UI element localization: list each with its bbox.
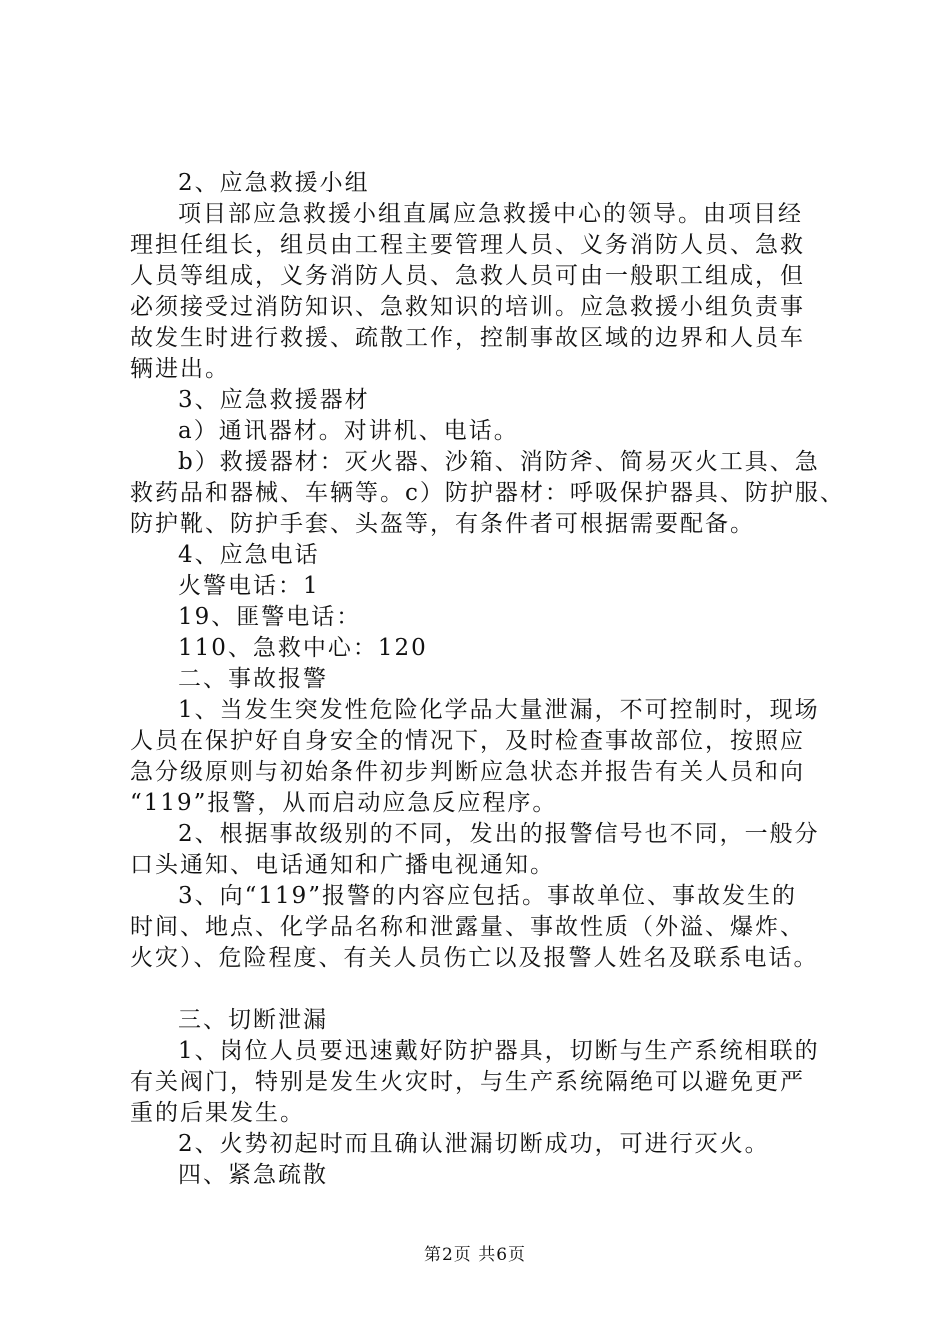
paragraph-line: 有关阀门，特别是发生火灾时，与生产系统隔绝可以避免更严	[130, 1069, 805, 1095]
paragraph-line: 故发生时进行救援、疏散工作，控制事故区域的边界和人员车	[130, 325, 805, 351]
paragraph-line: 急分级原则与初始条件初步判断应急状态并报告有关人员和向	[130, 759, 805, 785]
paragraph-line: 2、火势初起时而且确认泄漏切断成功，可进行灭火。	[178, 1131, 770, 1157]
section-heading: 二、事故报警	[178, 666, 328, 692]
section-heading: 2、应急救援小组	[178, 170, 370, 196]
paragraph-line: 1、岗位人员要迅速戴好防护器具，切断与生产系统相联的	[178, 1038, 820, 1064]
paragraph-line: 人员等组成，义务消防人员、急救人员可由一般职工组成，但	[130, 263, 805, 289]
paragraph-line: 火警电话：1	[178, 573, 320, 599]
paragraph-line: 项目部应急救援小组直属应急救援中心的领导。由项目经	[178, 201, 803, 227]
paragraph-line: 防护靴、防护手套、头盔等，有条件者可根据需要配备。	[130, 511, 755, 537]
paragraph-line: 口头通知、电话通知和广播电视通知。	[130, 852, 555, 878]
document-body	[130, 168, 845, 1191]
paragraph-line: 火灾）、危险程度、有关人员伤亡以及报警人姓名及联系电话。	[130, 945, 819, 971]
paragraph-line: a）通讯器材。对讲机、电话。	[178, 418, 519, 444]
section-heading: 3、应急救援器材	[178, 387, 370, 413]
paragraph-line: 必须接受过消防知识、急救知识的培训。应急救援小组负责事	[130, 294, 805, 320]
section-heading: 四、紧急疏散	[178, 1162, 328, 1188]
paragraph-line: 19、匪警电话：	[178, 604, 362, 630]
paragraph-line: 1、当发生突发性危险化学品大量泄漏，不可控制时，现场	[178, 697, 820, 723]
paragraph-line: 重的后果发生。	[130, 1100, 305, 1126]
paragraph-line: b）救援器材：灭火器、沙箱、消防斧、简易灭火工具、急	[178, 449, 820, 475]
page-footer: 第2页 共6页	[423, 1245, 527, 1265]
blank-line	[130, 974, 830, 1005]
paragraph-line: 辆进出。	[130, 356, 230, 382]
paragraph-line: 2、根据事故级别的不同，发出的报警信号也不同，一般分	[178, 821, 820, 847]
paragraph-line: 时间、地点、化学品名称和泄露量、事故性质（外溢、爆炸、	[130, 914, 805, 940]
paragraph-line: 110、急救中心：120	[178, 635, 428, 661]
paragraph-line: 救药品和器械、车辆等。c）防护器材：呼吸保护器具、防护服、	[130, 480, 845, 506]
section-heading: 4、应急电话	[178, 542, 320, 568]
section-heading: 三、切断泄漏	[178, 1007, 328, 1033]
paragraph-line: “119”报警，从而启动应急反应程序。	[130, 790, 558, 816]
paragraph-line: 人员在保护好自身安全的情况下，及时检查事故部位，按照应	[130, 728, 805, 754]
paragraph-line: 理担任组长，组员由工程主要管理人员、义务消防人员、急救	[130, 232, 805, 258]
paragraph-line: 3、向“119”报警的内容应包括。事故单位、事故发生的	[178, 883, 798, 909]
